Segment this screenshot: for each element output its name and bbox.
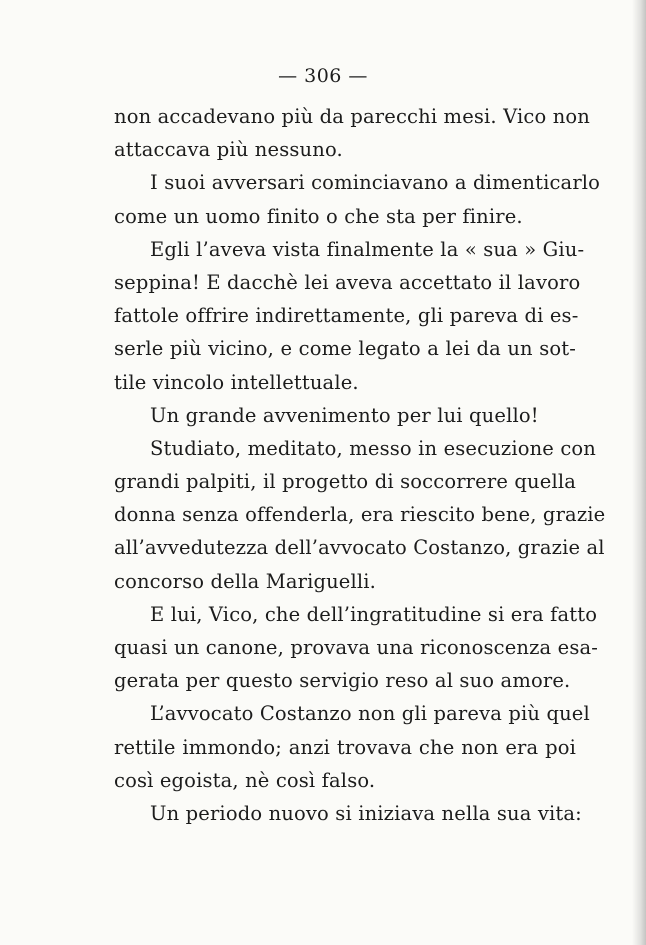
text-line: grandi palpiti, il progetto di soccorrere quella <box>114 470 576 494</box>
text-line: tile vincolo intellettuale. <box>114 370 359 394</box>
text-line: gerata per questo servigio reso al suo amore. <box>114 669 571 693</box>
text-line: L’avvocato Costanzo non gli pareva più quel <box>150 702 590 726</box>
text-line: come un uomo finito o che sta per finire. <box>114 204 523 228</box>
body-text <box>114 100 606 830</box>
text-line: quasi un canone, provava una riconoscenza esa- <box>114 636 599 659</box>
text-line: Un grande avvenimento per lui quello! <box>150 403 539 427</box>
text-line: donna senza offenderla, era riescito bene, grazie <box>114 503 606 527</box>
text-line: non accadevano più da parecchi mesi. Vico non <box>114 105 591 128</box>
text-line: Egli l’aveva vista finalmente la « sua » Giu- <box>150 237 585 261</box>
text-line: attaccava più nessuno. <box>114 138 343 162</box>
text-line: all’avvedutezza dell’avvocato Costanzo, grazie al <box>114 536 605 560</box>
text-line: serle più vicino, e come legato a lei da un sot- <box>114 337 576 361</box>
text-line: E lui, Vico, che dell’ingratitudine si era fatto <box>150 602 598 626</box>
text-line: rettile immondo; anzi trovava che non era poi <box>114 735 576 759</box>
page-number: — 306 — <box>278 65 368 87</box>
text-line: concorso della Mariguelli. <box>114 569 377 593</box>
text-line: seppina! E dacchè lei aveva accettato il lavoro <box>114 270 581 294</box>
text-line: Studiato, meditato, messo in esecuzione con <box>150 436 597 460</box>
text-line: fattole offrire indirettamente, gli pareva di es- <box>114 304 579 328</box>
page-edge-shadow <box>632 0 646 945</box>
text-line: così egoista, nè così falso. <box>114 768 376 792</box>
text-line: Un periodo nuovo si iniziava nella sua vita: <box>150 801 582 825</box>
text-line: I suoi avversari cominciavano a dimenticarlo <box>150 171 601 195</box>
